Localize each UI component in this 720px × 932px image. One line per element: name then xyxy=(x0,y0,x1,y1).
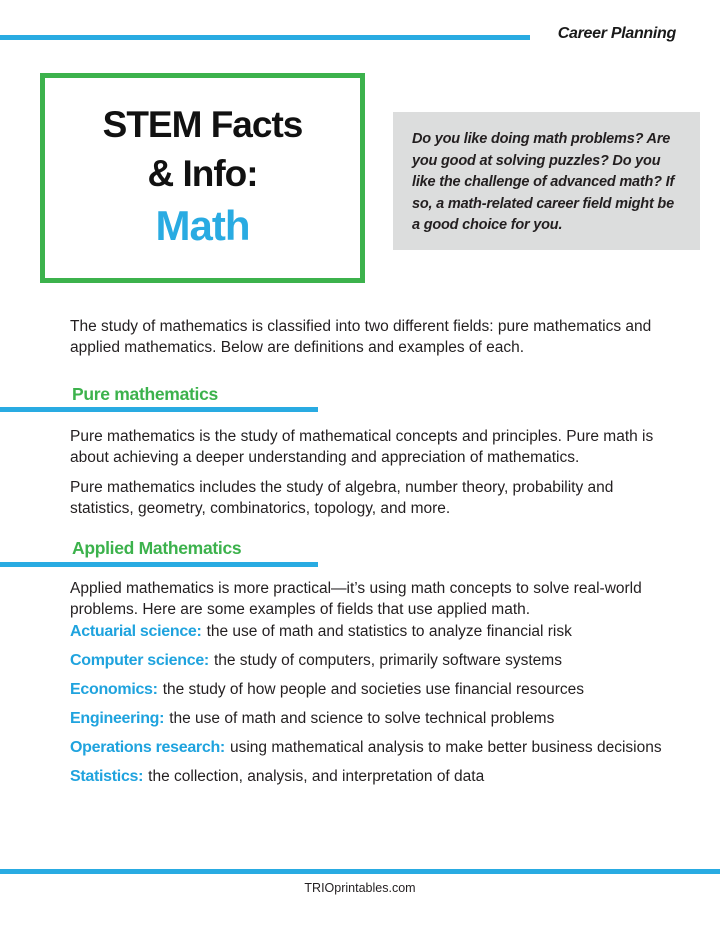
section-underline-applied xyxy=(0,562,318,567)
applied-fields-list xyxy=(70,621,662,795)
footer-divider-line xyxy=(0,869,720,874)
footer-site-name: TRIOprintables.com xyxy=(304,881,416,895)
field-definition: the use of math and science to solve technical problems xyxy=(169,710,555,727)
field-item-computer-science xyxy=(70,650,662,671)
field-item-statistics xyxy=(70,766,662,787)
section-heading-pure-mathematics: Pure mathematics xyxy=(72,384,218,404)
intro-quote-box xyxy=(393,112,700,250)
field-definition: the collection, analysis, and interpretation of data xyxy=(148,768,485,785)
title-box xyxy=(40,73,365,283)
intro-paragraph: The study of mathematics is classified into two different fields: pure mathematics and applied mathematics. Below are definitions and examples of each. xyxy=(70,318,652,356)
title-line2: & Info: xyxy=(147,153,258,194)
field-definition: the use of math and statistics to analyze financial risk xyxy=(206,623,572,640)
field-term: Computer science: xyxy=(70,652,209,669)
field-term: Statistics: xyxy=(70,768,144,785)
field-item-operations-research xyxy=(70,737,662,758)
field-term: Actuarial science: xyxy=(70,623,202,640)
title-line1: STEM Facts xyxy=(102,104,303,145)
field-item-actuarial-science xyxy=(70,621,662,642)
field-definition: the study of computers, primarily software systems xyxy=(213,652,562,669)
field-term: Engineering: xyxy=(70,710,165,727)
header-divider-line xyxy=(0,35,530,40)
pure-paragraph-2: Pure mathematics includes the study of algebra, number theory, probability and statistics, geometry, combinatorics, topology, and more. xyxy=(70,479,614,517)
field-term: Operations research: xyxy=(70,739,225,756)
field-definition: using mathematical analysis to make better business decisions xyxy=(229,739,662,756)
field-item-engineering xyxy=(70,708,662,729)
applied-paragraph-1: Applied mathematics is more practical—it’s using math concepts to solve real-world problems. Here are some examples of fields that use applied math. xyxy=(70,580,642,618)
title-subject: Math xyxy=(155,202,250,249)
field-definition: the study of how people and societies use financial resources xyxy=(162,681,585,698)
intro-quote-text: Do you like doing math problems? Are you good at solving puzzles? Do you like the challenge of advanced math? If so, a math-related career field might be a good choice for you. xyxy=(412,131,675,233)
section-heading-applied-mathematics: Applied Mathematics xyxy=(72,538,242,558)
header-category-label: Career Planning xyxy=(557,25,676,42)
field-item-economics xyxy=(70,679,662,700)
section-underline-pure xyxy=(0,407,318,412)
pure-paragraph-1: Pure mathematics is the study of mathematical concepts and principles. Pure math is about achieving a deeper understanding and appreciation of mathematics. xyxy=(70,428,654,466)
field-term: Economics: xyxy=(70,681,158,698)
